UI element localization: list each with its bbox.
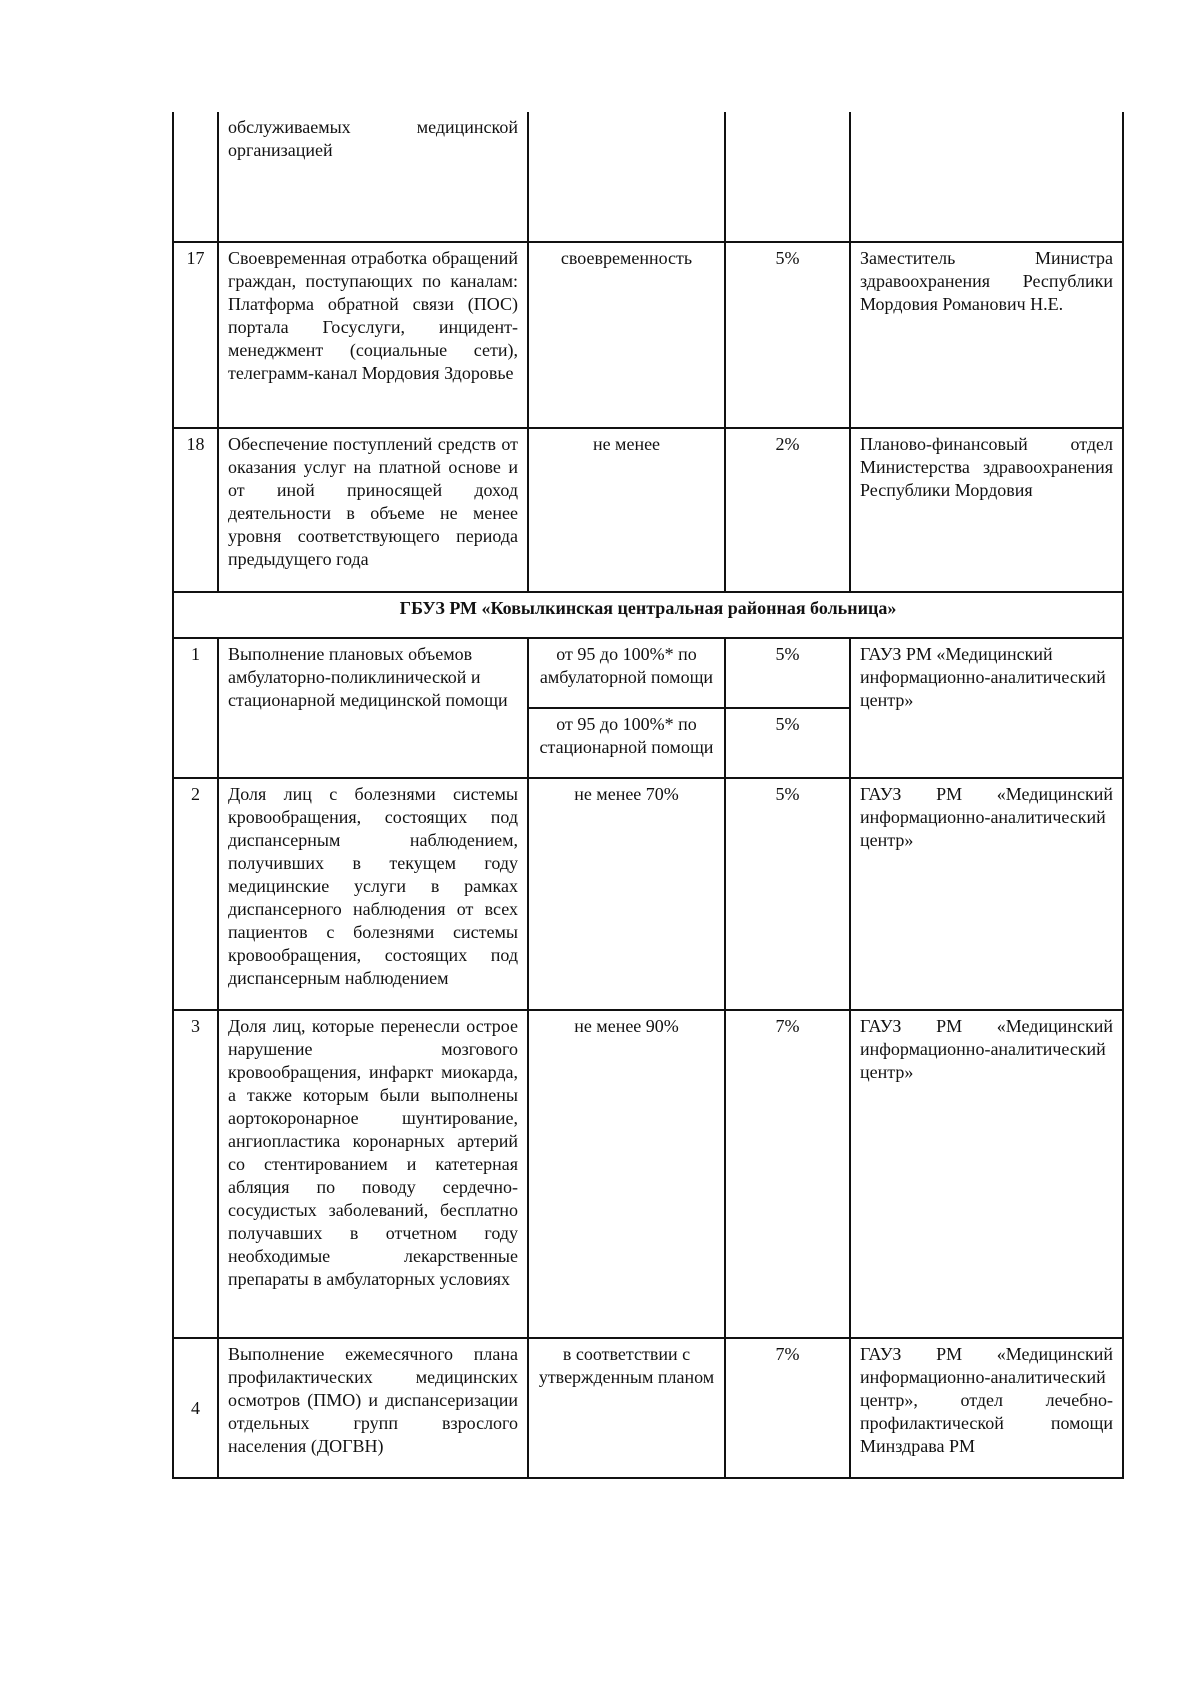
row-number: 2 (173, 778, 218, 1010)
row-number: 1 (173, 638, 218, 778)
row-responsible: ГАУЗ РМ «Медицинский информационно-аналитический центр», отдел лечебно-профилактической помощи Минздрава РМ (850, 1338, 1123, 1478)
table-row (173, 1338, 1123, 1478)
row-weight: 7% (725, 1338, 850, 1478)
table-row (173, 242, 1123, 428)
row-criterion-inpatient: от 95 до 100%* по стационарной помощи (528, 708, 725, 778)
row-criterion: не менее 90% (528, 1010, 725, 1338)
row-responsible: ГАУЗ РМ «Медицинский информационно-аналитический центр» (850, 778, 1123, 1010)
row-description: Своевременная отработка обращений граждан, поступающих по каналам: Платформа обратной связи (ПОС) портала Госуслуги, инцидент-менеджмент (социальные сети), телеграмм-канал Мордовия Здоровье (218, 242, 528, 428)
row-description: обслуживаемых медицинской организацией (218, 112, 528, 242)
row-responsible: ГАУЗ РМ «Медицинский информационно-аналитический центр» (850, 1010, 1123, 1338)
row-number: 4 (173, 1338, 218, 1478)
row-weight: 2% (725, 428, 850, 592)
row-description: Доля лиц, которые перенесли острое нарушение мозгового кровообращения, инфаркт миокарда, а также которым были выполнены аортокоронарное шунтирование, ангиопластика коронарных артерий со стентированием и катетерная абляция по поводу сердечно-сосудистых заболеваний, бесплатно получавших в отчетном году необходимые лекарственные препараты в амбулаторных условиях (218, 1010, 528, 1338)
table-row (173, 1010, 1123, 1338)
row-weight-inpatient: 5% (725, 708, 850, 778)
row-number: 3 (173, 1010, 218, 1338)
row-criterion-ambulatory: от 95 до 100%* по амбулаторной помощи (528, 638, 725, 708)
row-weight: 7% (725, 1010, 850, 1338)
row-description: Доля лиц с болезнями системы кровообращения, состоящих под диспансерным наблюдением, получивших в текущем году медицинские услуги в рамках диспансерного наблюдения от всех пациентов с болезнями системы кровообращения, состоящих под диспансерным наблюдением (218, 778, 528, 1010)
row-weight (725, 112, 850, 242)
row-criterion: не менее 70% (528, 778, 725, 1010)
row-responsible: ГАУЗ РМ «Медицинский информационно-аналитический центр» (850, 638, 1123, 778)
row-description: Выполнение ежемесячного плана профилактических медицинских осмотров (ПМО) и диспансеризации отдельных групп взрослого населения (ДОГВН) (218, 1338, 528, 1478)
kpi-table (172, 112, 1124, 1479)
row-responsible: Заместитель Министра здравоохранения Республики Мордовия Романович Н.Е. (850, 242, 1123, 428)
row-criterion: своевременность (528, 242, 725, 428)
row-responsible: Планово-финансовый отдел Министерства здравоохранения Республики Мордовия (850, 428, 1123, 592)
row-description: Выполнение плановых объемов амбулаторно-поликлинической и стационарной медицинской помощи (218, 638, 528, 778)
row-weight-ambulatory: 5% (725, 638, 850, 708)
table-row (173, 112, 1123, 242)
row-number: 18 (173, 428, 218, 592)
row-number: 17 (173, 242, 218, 428)
row-description: Обеспечение поступлений средств от оказания услуг на платной основе и от иной приносящей доход деятельности в объеме не менее уровня соответствующего периода предыдущего года (218, 428, 528, 592)
row-criterion: в соответствии с утвержденным планом (528, 1338, 725, 1478)
table-row (173, 778, 1123, 1010)
row-number (173, 112, 218, 242)
section-header-row (173, 592, 1123, 638)
row-weight: 5% (725, 242, 850, 428)
row-responsible (850, 112, 1123, 242)
table-row (173, 638, 1123, 708)
row-criterion (528, 112, 725, 242)
table-row (173, 428, 1123, 592)
section-title: ГБУЗ РМ «Ковылкинская центральная районная больница» (173, 592, 1123, 638)
row-criterion: не менее (528, 428, 725, 592)
row-weight: 5% (725, 778, 850, 1010)
